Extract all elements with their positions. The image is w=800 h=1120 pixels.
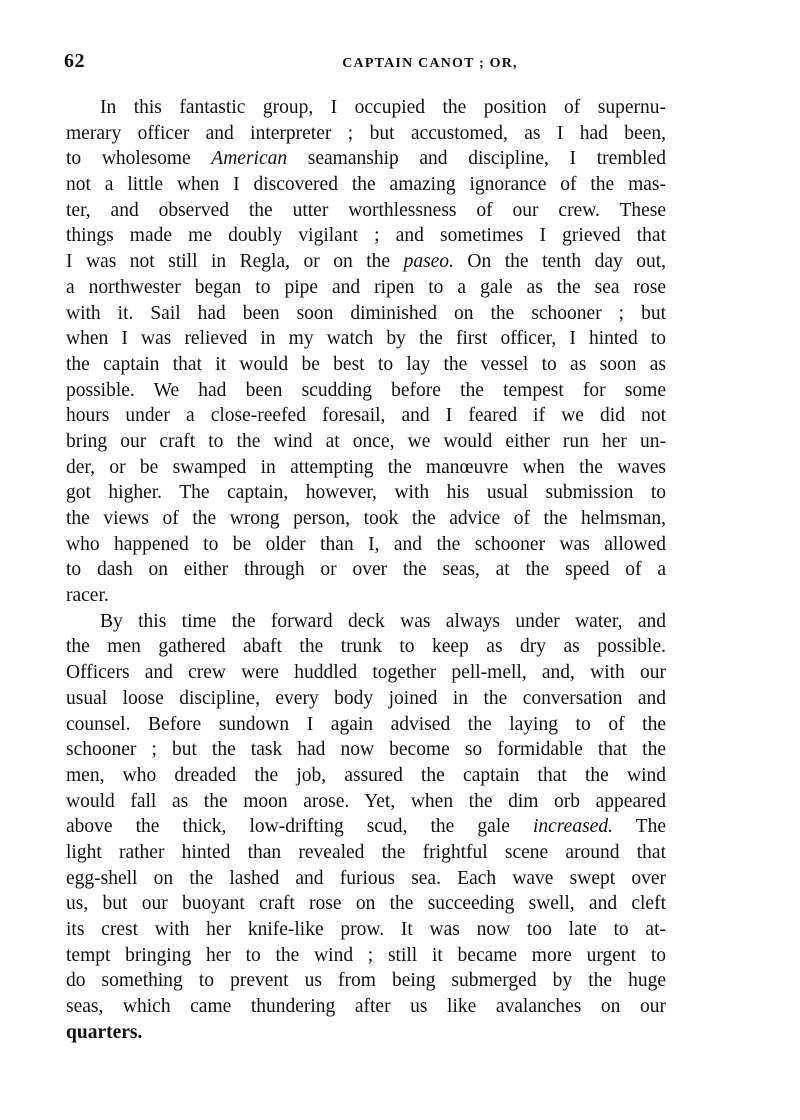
text-segment: On the tenth day out, <box>453 251 667 273</box>
text-segment: The <box>612 816 666 838</box>
running-title: CAPTAIN CANOT ; OR, <box>342 56 518 71</box>
text-segment: I was not still in Regla, or on the <box>66 251 404 273</box>
text-line: not a little when I discovered the amazing ignorance of the mas- <box>66 174 666 196</box>
text-line: a northwester began to pipe and ripen to a gale as the sea rose <box>66 276 666 298</box>
text-line: men, who dreaded the job, assured the captain that the wind <box>66 764 666 786</box>
page-number: 62 <box>64 50 85 72</box>
text-line: got higher. The captain, however, with his usual submission to <box>66 482 666 504</box>
text-line: merary officer and interpreter ; but accustomed, as I had been, <box>66 122 666 144</box>
text-line: bring our craft to the wind at once, we would either run her un- <box>66 430 666 452</box>
text-line: possible. We had been scudding before the tempest for some <box>66 379 666 401</box>
text-line <box>66 146 666 172</box>
text-line: schooner ; but the task had now become so formidable that the <box>66 739 666 761</box>
italic-word: increased. <box>532 816 613 838</box>
text-line: the views of the wrong person, took the advice of the helmsman, <box>66 508 666 529</box>
text-line: with it. Sail had been soon diminished on the schooner ; but <box>66 302 666 324</box>
body-text <box>66 95 666 1045</box>
text-line: the men gathered abaft the trunk to keep as dry as possible. <box>66 636 666 658</box>
text-line: do something to prevent us from being submerged by the huge <box>66 970 666 992</box>
text-line: would fall as the moon arose. Yet, when the dim orb appeared <box>66 790 666 812</box>
text-line: who happened to be older than I, and the schooner was allowed <box>66 533 666 555</box>
text-line: In this fantastic group, I occupied the position of supernu- <box>100 97 666 118</box>
text-line: tempt bringing her to the wind ; still it became more urgent to <box>66 944 666 966</box>
text-line: By this time the forward deck was always under water, and <box>100 610 666 632</box>
text-line: der, or be swamped in attempting the manœuvre when the waves <box>66 456 666 478</box>
paragraph-end-line: quarters. <box>66 1021 143 1043</box>
italic-word: American <box>211 148 288 170</box>
text-line: light rather hinted than revealed the frightful scene around that <box>66 841 666 863</box>
text-line: to dash on either through or over the seas, at the speed of a <box>66 559 666 581</box>
text-line: seas, which came thundering after us like avalanches on our <box>66 996 666 1018</box>
text-line: us, but our buoyant craft rose on the succeeding swell, and cleft <box>66 893 666 915</box>
text-segment: above the thick, low-drifting scud, the gale <box>66 816 533 838</box>
text-line <box>66 814 666 840</box>
text-line: counsel. Before sundown I again advised the laying to of the <box>66 713 666 735</box>
text-line: ter, and observed the utter worthlessness of our crew. These <box>66 199 666 221</box>
text-line: Officers and crew were huddled together pell-mell, and, with our <box>66 662 666 684</box>
text-line: usual loose discipline, every body joined in the conversation and <box>66 687 666 709</box>
text-line: things made me doubly vigilant ; and sometimes I grieved that <box>66 225 666 247</box>
text-line: its crest with her knife-like prow. It was now too late to at- <box>66 919 666 940</box>
text-line: the captain that it would be best to lay the vessel to as soon as <box>66 353 666 375</box>
text-line: hours under a close-reefed foresail, and I feared if we did not <box>66 405 666 427</box>
text-segment: to wholesome <box>66 148 212 170</box>
italic-word: paseo. <box>403 251 454 273</box>
text-line <box>66 249 666 275</box>
text-segment: seamanship and discipline, I trembled <box>287 148 666 170</box>
text-line: egg-shell on the lashed and furious sea. Each wave swept over <box>66 867 666 889</box>
paragraph-end-line: racer. <box>66 585 109 607</box>
text-line: when I was relieved in my watch by the first officer, I hinted to <box>66 328 666 350</box>
